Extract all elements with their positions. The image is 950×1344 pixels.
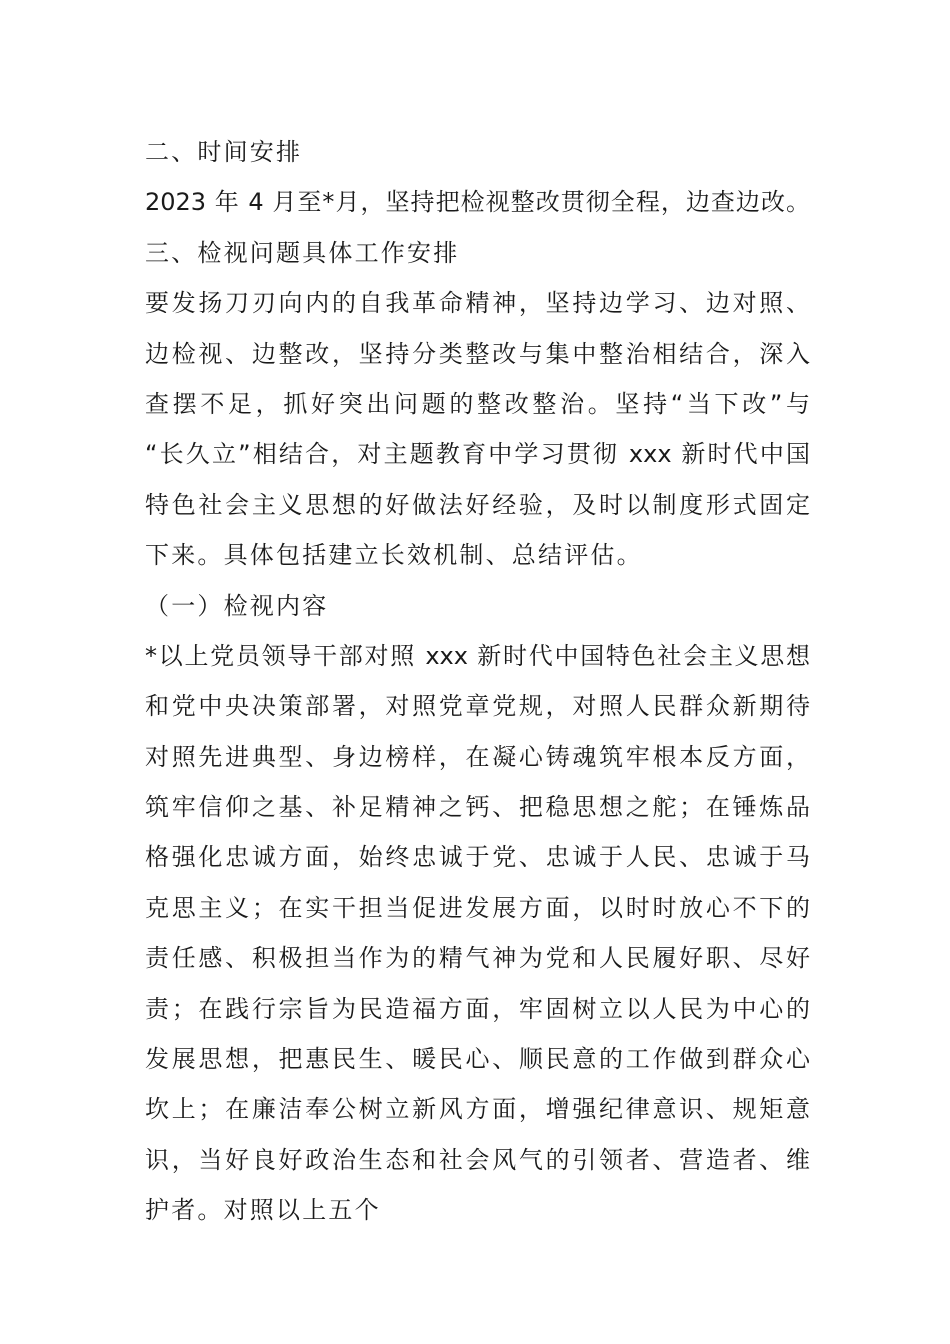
body-line: 边检视、边整改，坚持分类整改与集中整治相结合，深入 — [145, 339, 810, 368]
body-line: 和党中央决策部署，对照党章党规，对照人民群众新期待 — [145, 692, 810, 721]
body-line: 识，当好良好政治生态和社会风气的引领者、营造者、维 — [145, 1145, 810, 1174]
document-body — [145, 127, 810, 1236]
body-line: 2023 年 4 月至*月，坚持把检视整改贯彻全程，边查边改。 — [145, 188, 810, 217]
body-line: *以上党员领导干部对照 xxx 新时代中国特色社会主义思想 — [145, 641, 810, 670]
body-line: “长久立”相结合，对主题教育中学习贯彻 xxx 新时代中国 — [145, 440, 810, 469]
section-heading-work-arrangement: 三、检视问题具体工作安排 — [145, 238, 460, 267]
body-line: 克思主义；在实干担当促进发展方面，以时时放心不下的 — [145, 893, 810, 922]
subsection-heading-review-content: （一）检视内容 — [145, 591, 329, 620]
body-line: 要发扬刀刃向内的自我革命精神，坚持边学习、边对照、 — [145, 289, 810, 318]
body-line: 查摆不足，抓好突出问题的整改整治。坚持“当下改”与 — [145, 389, 810, 418]
section-heading-schedule: 二、时间安排 — [145, 138, 303, 166]
body-line: 下来。具体包括建立长效机制、总结评估。 — [145, 541, 643, 570]
body-line: 护者。对照以上五个 — [145, 1196, 381, 1225]
body-line: 发展思想，把惠民生、暖民心、顺民意的工作做到群众心 — [145, 1045, 810, 1074]
body-line: 责任感、积极担当作为的精气神为党和人民履好职、尽好 — [145, 944, 810, 973]
body-line: 责；在践行宗旨为民造福方面，牢固树立以人民为中心的 — [145, 994, 810, 1023]
body-line: 筑牢信仰之基、补足精神之钙、把稳思想之舵；在锤炼品 — [145, 793, 810, 822]
body-line: 特色社会主义思想的好做法好经验，及时以制度形式固定 — [145, 490, 810, 519]
body-line: 对照先进典型、身边榜样，在凝心铸魂筑牢根本反方面， — [145, 742, 810, 771]
body-line: 格强化忠诚方面，始终忠诚于党、忠诚于人民、忠诚于马 — [145, 843, 810, 872]
body-line: 坎上；在廉洁奉公树立新风方面，增强纪律意识、规矩意 — [145, 1095, 810, 1124]
